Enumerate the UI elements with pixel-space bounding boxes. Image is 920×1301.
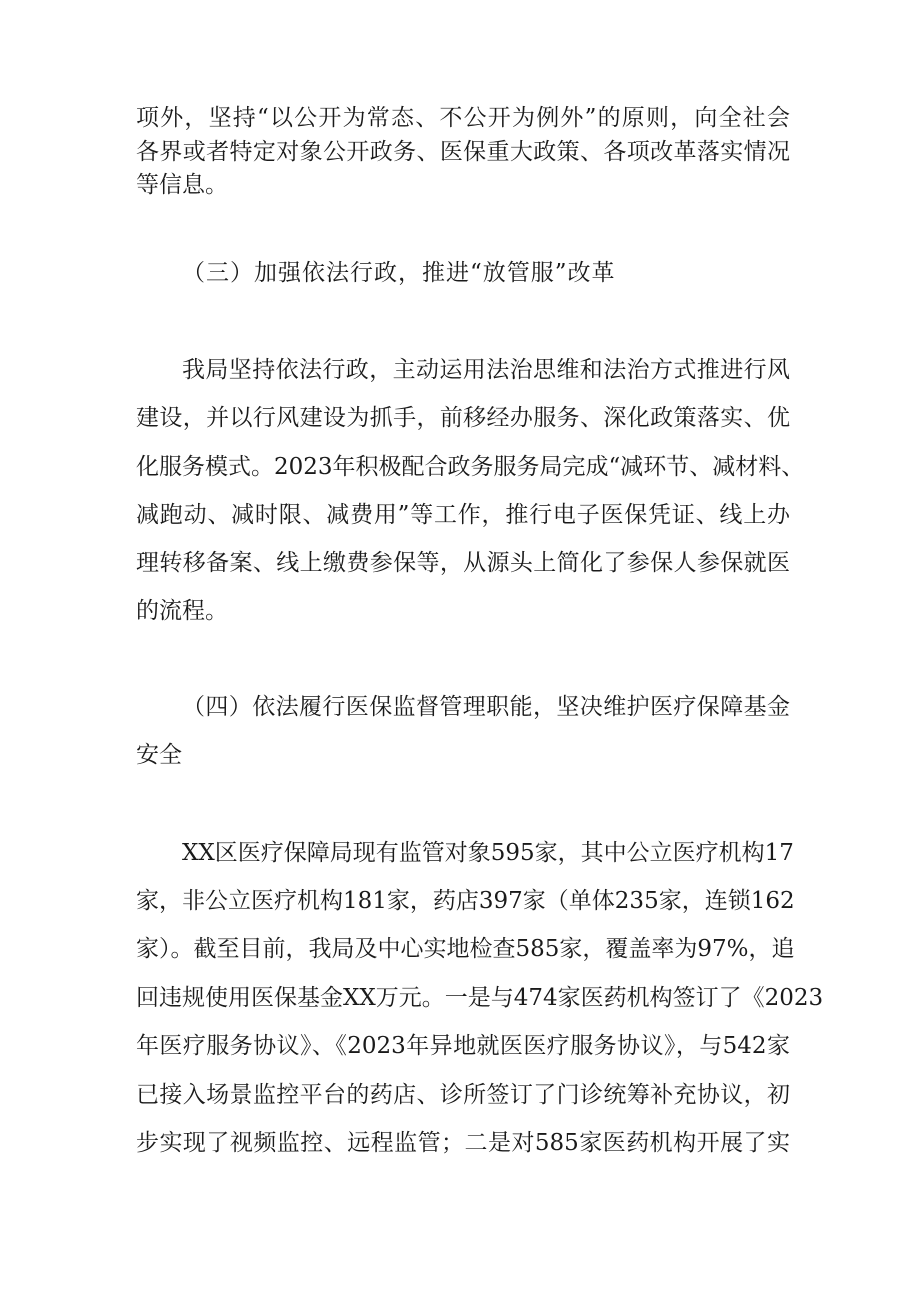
section-heading-3: （三）加强依法行政，推进“放管服”改革 bbox=[182, 260, 616, 286]
section-heading-4-line: 安全 bbox=[136, 742, 182, 768]
paragraph-3-line: 家）。截至目前，我局及中心实地检查585家，覆盖率为97%，追 bbox=[136, 936, 795, 962]
paragraph-2-line: 减跑动、减时限、减费用”等工作，推行电子医保凭证、线上办 bbox=[136, 502, 790, 528]
paragraph-3-line: 步实现了视频监控、远程监管；二是对585家医药机构开展了实 bbox=[136, 1130, 790, 1156]
paragraph-2-line: 理转移备案、线上缴费参保等，从源头上简化了参保人参保就医 bbox=[136, 550, 790, 576]
paragraph-2-line: 我局坚持依法行政，主动运用法治思维和法治方式推进行风 bbox=[182, 357, 790, 383]
paragraph-1-line: 各界或者特定对象公开政务、医保重大政策、各项改革落实情况 bbox=[136, 139, 790, 165]
paragraph-3-line: 家，非公立医疗机构181家，药店397家（单体235家，连锁162 bbox=[136, 888, 795, 914]
paragraph-2-line: 建设，并以行风建设为抓手，前移经办服务、深化政策落实、优 bbox=[136, 405, 790, 431]
paragraph-3-line: 年医疗服务协议》、《2023年异地就医医疗服务协议》，与542家 bbox=[136, 1033, 790, 1059]
paragraph-1-line: 项外，坚持“以公开为常态、不公开为例外”的原则，向全社会 bbox=[136, 105, 790, 131]
paragraph-2-line: 化服务模式。2023年积极配合政务服务局完成“减环节、减材料、 bbox=[136, 454, 805, 480]
section-heading-4-line: （四）依法履行医保监督管理职能，坚决维护医疗保障基金 bbox=[182, 694, 790, 720]
paragraph-3-line: XX区医疗保障局现有监管对象595家，其中公立医疗机构17 bbox=[182, 840, 794, 866]
paragraph-3-line: 已接入场景监控平台的药店、诊所签订了门诊统筹补充协议，初 bbox=[136, 1082, 790, 1108]
paragraph-2-line: 的流程。 bbox=[136, 598, 228, 624]
paragraph-1-line: 等信息。 bbox=[136, 172, 228, 198]
paragraph-3-line: 回违规使用医保基金XX万元。一是与474家医药机构签订了《2023 bbox=[136, 985, 824, 1011]
